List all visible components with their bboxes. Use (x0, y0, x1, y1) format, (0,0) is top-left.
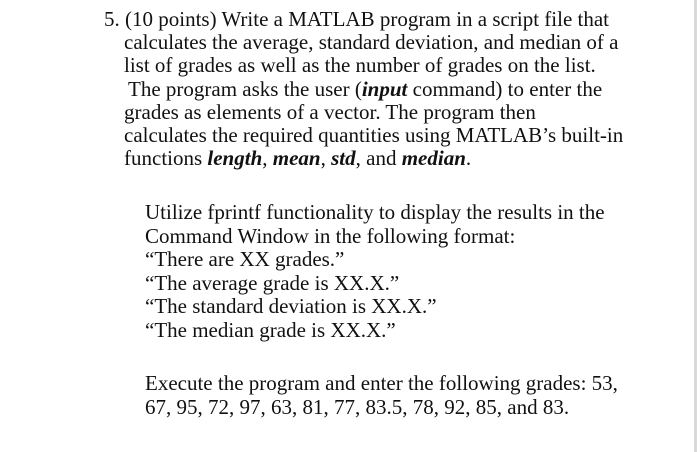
question-line-5: grades as elements of a vector. The program then (124, 99, 536, 124)
question-line-2: calculates the average, standard deviation, and median of a (124, 30, 619, 55)
question-line-6: calculates the required quantities using MATLAB’s built-in (124, 123, 624, 148)
format-output-3: “The standard deviation is XX.X.” (145, 294, 437, 318)
page-edge-shadow (694, 0, 697, 452)
std-keyword: std (331, 146, 356, 171)
question-points: (10 points) (125, 7, 217, 31)
input-keyword: input (361, 76, 408, 101)
format-intro-2: Command Window in the following format: (145, 223, 516, 248)
median-keyword: median (401, 146, 466, 171)
question-5 (104, 8, 684, 170)
question-line-1: 5. (10 points) Write a MATLAB program in a script file that (104, 7, 609, 31)
question-line-3: list of grades as well as the number of grades on the list. (124, 53, 596, 78)
format-intro-1: Utilize fprintf functionality to display the results in the (145, 200, 605, 224)
format-instructions (145, 201, 675, 342)
mean-keyword: mean (272, 146, 321, 171)
question-line-4: The program asks the user (input command) to enter the (128, 76, 603, 101)
execute-line-1: Execute the program and enter the following grades: 53, (145, 371, 618, 395)
question-number: 5. (104, 7, 120, 31)
length-keyword: length (207, 146, 263, 171)
question-line-7: functions length, mean, std, and median. (124, 146, 472, 171)
execute-instructions (145, 371, 675, 419)
execute-line-2: 67, 95, 72, 97, 63, 81, 77, 83.5, 78, 92, 85, and 83. (145, 395, 570, 419)
format-output-2: “The average grade is XX.X.” (145, 270, 400, 295)
format-output-1: “There are XX grades.” (145, 247, 345, 271)
format-output-4: “The median grade is XX.X.” (145, 317, 396, 342)
